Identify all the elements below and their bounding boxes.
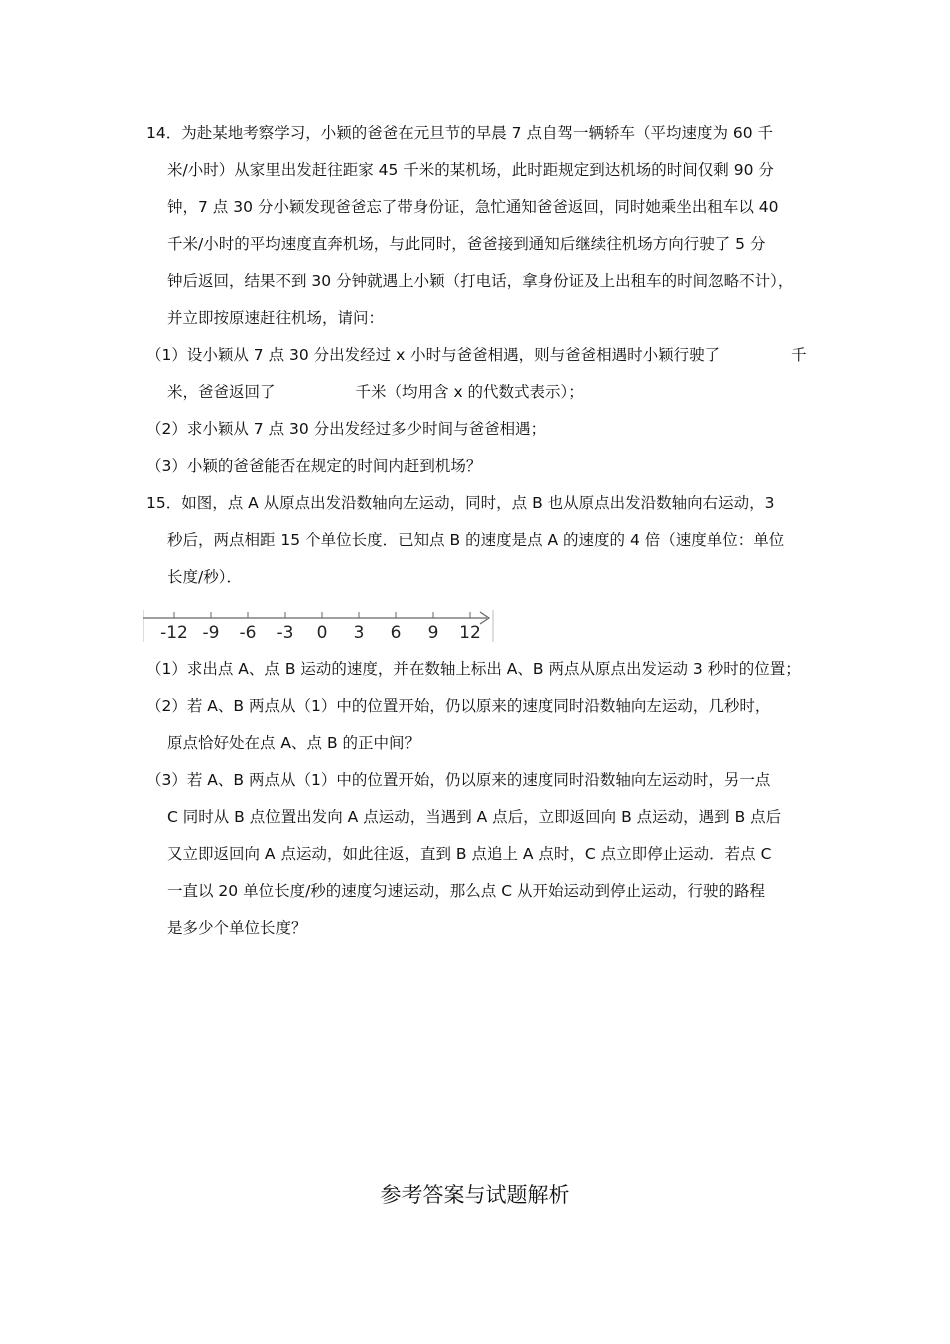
q15-part-3-line-e: 是多少个单位长度？	[167, 919, 307, 937]
number-line-tick-label: 9	[427, 623, 439, 642]
q14-part-2: （2）求小颖从 7 点 30 分出发经过多少时间与爸爸相遇；	[146, 420, 547, 438]
q15-part-3-line-a: （3）若 A、B 两点从（1）中的位置开始，仍以原来的速度同时沿数轴向左运动时，另一点	[146, 771, 771, 789]
q14-line-2: 米/小时）从家里出发赶往距家 45 千米的某机场，此时距规定到达机场的时间仅剩 90 分	[167, 161, 774, 179]
q14-line-6: 并立即按原速赶往机场，请问：	[167, 309, 385, 327]
q15-line-1: 15．如图，点 A 从原点出发沿数轴向左运动，同时，点 B 也从原点出发沿数轴向右运动，3	[146, 494, 775, 512]
q15-part-3-line-c: 又立即返回向 A 点运动，如此往返，直到 B 点追上 A 点时，C 点立即停止运动．若点 C	[167, 845, 772, 863]
number-line-tick-label: -12	[160, 623, 188, 642]
number-line-tick-label: 0	[316, 623, 328, 642]
q14-part-1-line-a: （1）设小颖从 7 点 30 分出发经过 x 小时与爸爸相遇，则与爸爸相遇时小颖行驶了	[146, 346, 721, 364]
q14-part-1-unit: 千	[791, 346, 807, 364]
q14-part-1-line-b	[167, 381, 584, 403]
q15-part-3-line-d: 一直以 20 单位长度/秒的速度匀速运动，那么点 C 从开始运动到停止运动，行驶的路程	[167, 882, 765, 900]
number-line-tick-label: 12	[459, 623, 481, 642]
q15-line-2: 秒后，两点相距 15 个单位长度．已知点 B 的速度是点 A 的速度的 4 倍（速度单位：单位	[167, 531, 785, 549]
q14-line-3: 钟，7 点 30 分小颖发现爸爸忘了带身份证，急忙通知爸爸返回，同时她乘坐出租车以 40	[167, 198, 779, 216]
answer-section-title: 参考答案与试题解析	[380, 1183, 570, 1207]
number-line-tick-label: -9	[202, 623, 220, 642]
number-line-tick-label: -3	[276, 623, 294, 642]
q15-part-3-line-b: C 同时从 B 点位置出发向 A 点运动，当遇到 A 点后，立即返回向 B 点运动，遇到 B 点后	[167, 808, 782, 826]
number-line-figure	[143, 608, 495, 642]
number-line-tick-label: 6	[390, 623, 402, 642]
q15-part-2-line-a: （2）若 A、B 两点从（1）中的位置开始，仍以原来的速度同时沿数轴向左运动，几秒时，	[146, 697, 771, 715]
q15-part-1: （1）求出点 A、点 B 运动的速度，并在数轴上标出 A、B 两点从原点出发运动 3 秒时的位置；	[146, 660, 801, 678]
number-line-tick-label: -6	[239, 623, 257, 642]
q14-line-1: 14．为赴某地考察学习，小颖的爸爸在元旦节的早晨 7 点自驾一辆轿车（平均速度为 60 千	[146, 124, 774, 142]
q15-line-3: 长度/秒）．	[167, 568, 242, 586]
number-line-tick-label: 3	[353, 623, 365, 642]
q14-part-1-text-c: 米，爸爸返回了	[167, 383, 276, 401]
q14-line-5: 钟后返回，结果不到 30 分钟就遇上小颖（打电话，拿身份证及上出租车的时间忽略不计），	[167, 272, 794, 290]
q15-part-2-line-b: 原点恰好处在点 A、点 B 的正中间？	[167, 734, 421, 752]
q14-part-1-text-d: 千米（均用含 x 的代数式表示）；	[355, 383, 584, 401]
q14-part-3: （3）小颖的爸爸能否在规定的时间内赶到机场？	[146, 457, 482, 475]
q14-line-4: 千米/小时的平均速度直奔机场，与此同时，爸爸接到通知后继续往机场方向行驶了 5 分	[167, 235, 766, 253]
